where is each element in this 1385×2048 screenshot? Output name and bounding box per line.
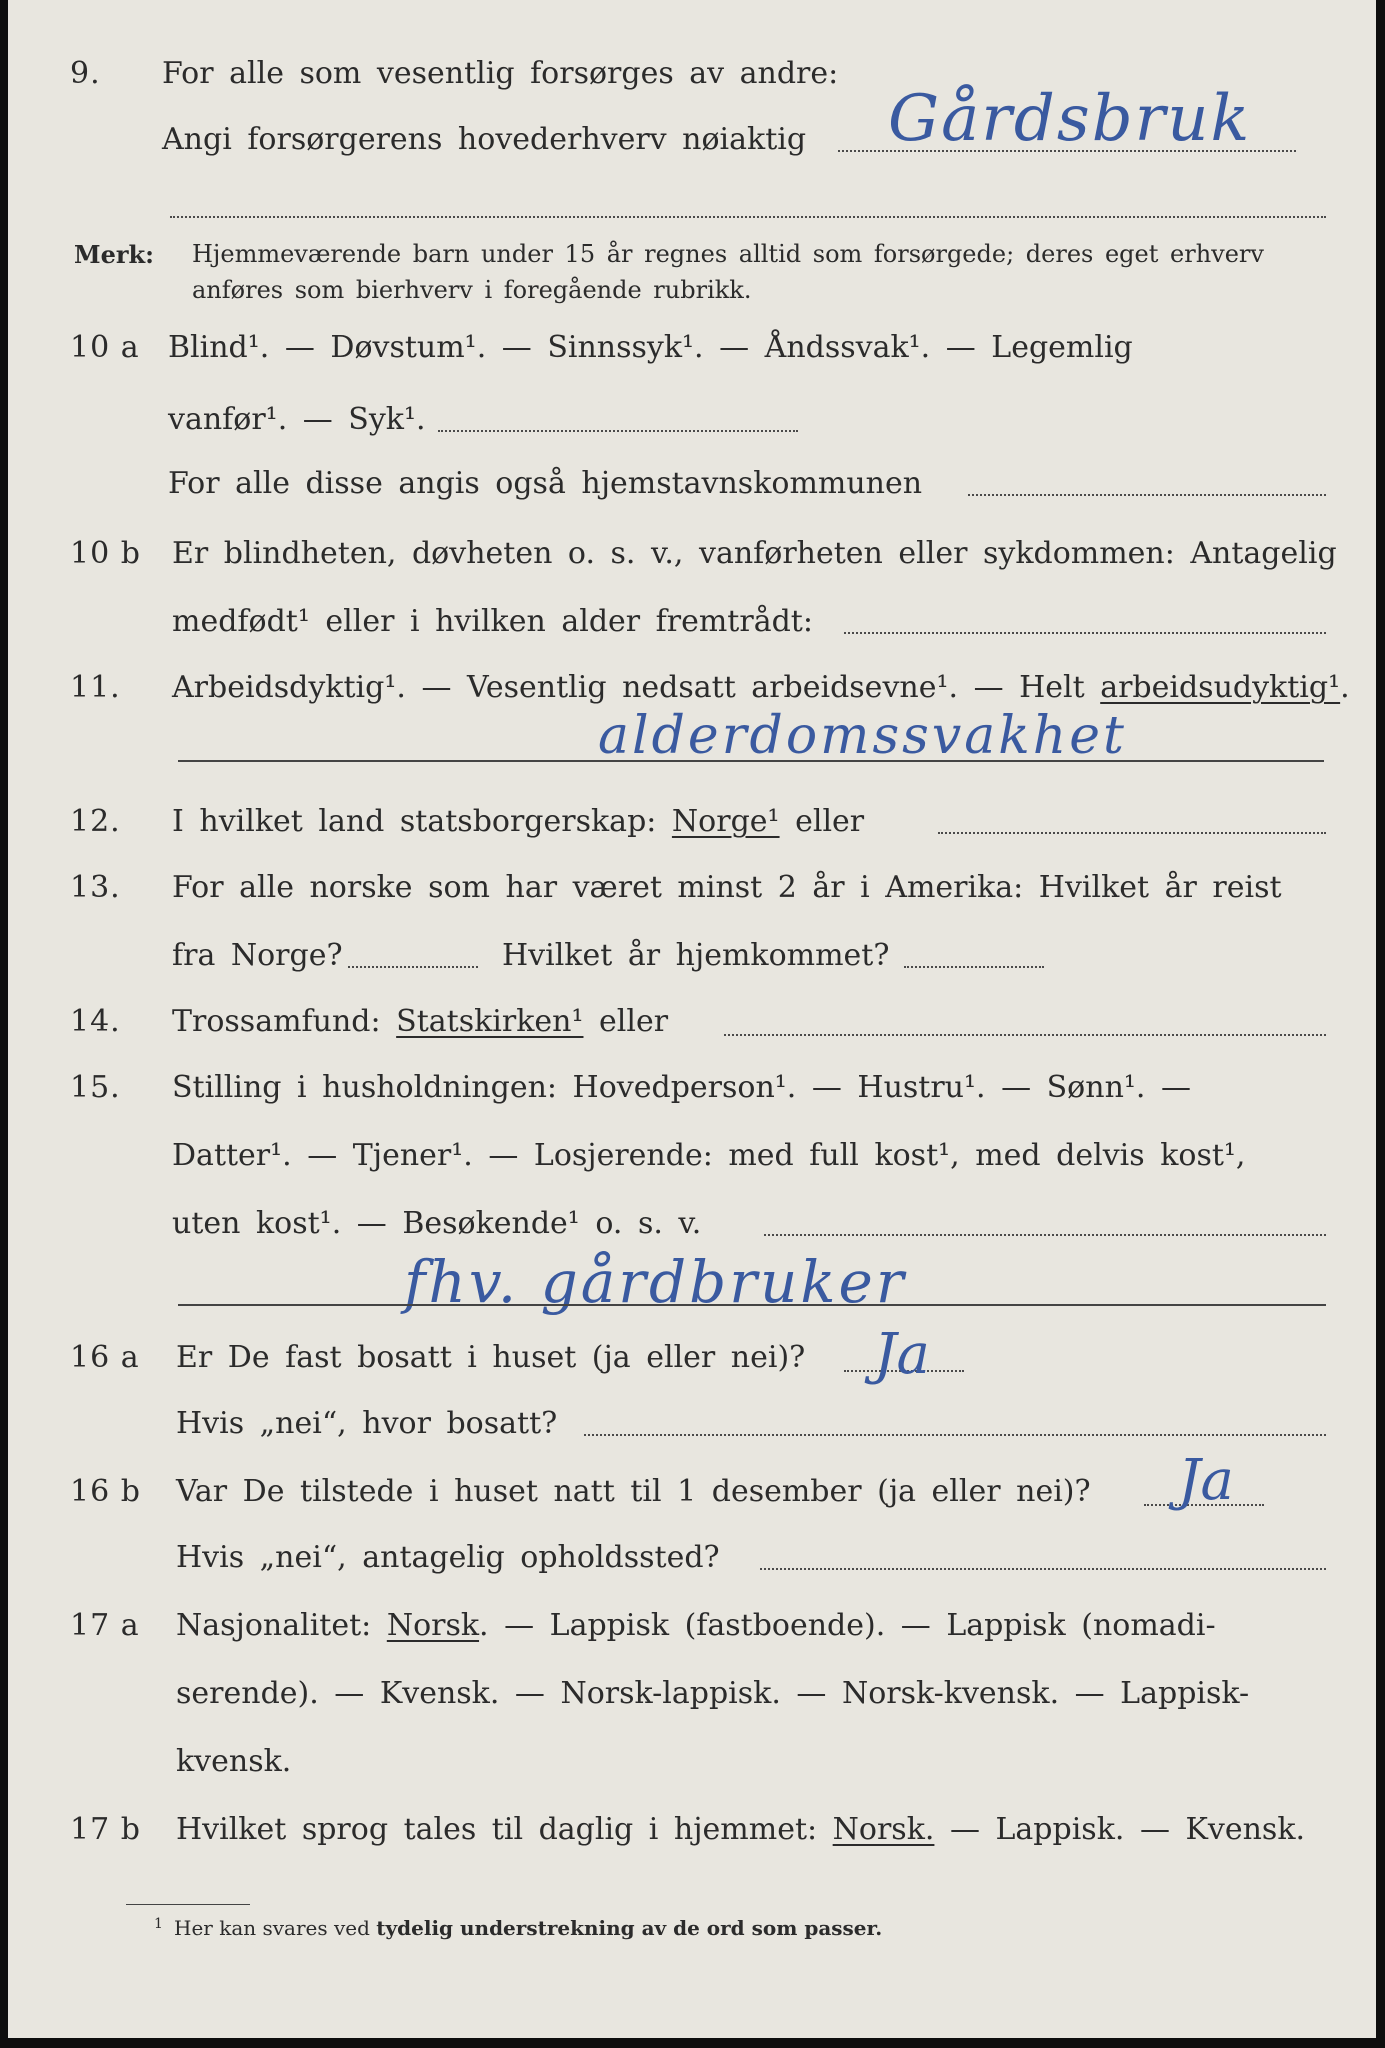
question-9-extra-line [170,216,1326,218]
question-10a-line-2: vanfør¹. — Syk¹. [168,402,426,437]
question-15-line-2: Datter¹. — Tjener¹. — Losjerende: med full kost¹, med delvis kost¹, [172,1138,1246,1173]
question-10a-municipality-line [968,494,1326,496]
footnote-text: Her kan svares ved tydelig understrekning av de ord som passer. [174,1916,883,1940]
question-15-handwritten-answer: fhv. gårdbruker [404,1248,907,1316]
question-11-answer-line [178,760,1324,762]
question-16a-residence-line [584,1434,1326,1436]
question-9-handwritten-answer: Gårdsbruk [888,82,1252,156]
question-16a-line-2: Hvis „nei“, hvor bosatt? [176,1406,558,1441]
question-13-line-2b: Hvilket år hjemkommet? [502,938,890,973]
question-13-line-1: For alle norske som har været minst 2 år i Amerika: Hvilket år reist [172,870,1282,905]
question-11-underlined-answer: arbeidsudyktig¹ [1100,670,1341,705]
question-14-answer-line [724,1034,1326,1036]
question-12-answer-line [938,832,1326,834]
question-10b-answer-line [844,632,1326,634]
question-17a-line-2: serende). — Kvensk. — Norsk-lappisk. — Norsk-kvensk. — Lappisk- [176,1676,1250,1711]
question-9-number: 9. [70,56,101,91]
question-10a-answer-line [438,430,798,432]
question-11-line-1: Arbeidsdyktig¹. — Vesentlig nedsatt arbeidsevne¹. — Helt arbeidsudyktig¹. [172,670,1350,705]
question-16b-number: 16 b [70,1474,141,1509]
question-10b-number: 10 b [70,536,141,571]
question-12-underlined-answer: Norge¹ [671,804,780,839]
question-16b-location-line [760,1568,1326,1570]
question-17b-underlined-answer: Norsk. [832,1812,935,1847]
question-17b-number: 17 b [70,1812,141,1847]
question-15-number: 15. [70,1070,121,1105]
merk-line-1: Hjemmeværende barn under 15 år regnes alltid som forsørgede; deres eget erhverv [192,240,1264,268]
question-13-line-2a: fra Norge? [172,938,343,973]
question-16a-handwritten-answer: Ja [874,1322,930,1387]
footnote-mark: 1 [154,1916,163,1932]
question-11-number: 11. [70,670,121,705]
question-17b-text: Hvilket sprog tales til daglig i hjemmet: Norsk. — Lappisk. — Kvensk. [176,1812,1306,1847]
question-17a-number: 17 a [70,1608,140,1643]
question-14-underlined-answer: Statskirken¹ [396,1004,584,1039]
question-12-text: I hvilket land statsborgerskap: Norge¹ eller [172,804,865,839]
question-15-answer-line [178,1304,1326,1306]
question-12-number: 12. [70,804,121,839]
question-17a-underlined-answer: Norsk [386,1608,480,1643]
question-10b-line-2: medfødt¹ eller i hvilken alder fremtrådt: [172,604,813,639]
merk-label: Merk: [74,240,154,269]
question-16a-line-1: Er De fast bosatt i huset (ja eller nei)? [176,1340,806,1375]
question-17a-line-3: kvensk. [176,1744,292,1779]
question-13-year-left-line [348,966,478,968]
question-16a-number: 16 a [70,1340,140,1375]
question-14-number: 14. [70,1004,121,1039]
question-16b-line-2: Hvis „nei“, antagelig opholdssted? [176,1540,720,1575]
question-10b-line-1: Er blindheten, døvheten o. s. v., vanførheten eller sykdommen: Antagelig [172,536,1337,571]
question-10a-line-1: Blind¹. — Døvstum¹. — Sinnssyk¹. — Åndssvak¹. — Legemlig [168,330,1133,365]
question-13-year-return-line [904,966,1044,968]
question-15-line-1: Stilling i husholdningen: Hovedperson¹. — Hustru¹. — Sønn¹. — [172,1070,1191,1105]
merk-line-2: anføres som bierhverv i foregående rubrikk. [192,276,752,304]
question-10a-line-3: For alle disse angis også hjemstavnskommunen [168,466,923,501]
question-16b-handwritten-answer: Ja [1178,1448,1234,1513]
question-9-line-1: For alle som vesentlig forsørges av andre: [162,56,839,91]
question-9-line-2: Angi forsørgerens hovederhverv nøiaktig [162,122,807,157]
question-11-handwritten-answer: alderdomssvakhet [598,706,1127,766]
footnote-rule [126,1904,250,1905]
question-10a-number: 10 a [70,330,140,365]
question-13-number: 13. [70,870,121,905]
question-17a-line-1: Nasjonalitet: Norsk. — Lappisk (fastboende). — Lappisk (nomadi- [176,1608,1216,1643]
question-15-line-3: uten kost¹. — Besøkende¹ o. s. v. [172,1206,702,1241]
census-form-page [8,0,1376,2038]
question-14-text: Trossamfund: Statskirken¹ eller [172,1004,669,1039]
question-15-answer-dots [764,1234,1326,1236]
question-16b-line-1: Var De tilstede i huset natt til 1 desember (ja eller nei)? [176,1474,1091,1509]
